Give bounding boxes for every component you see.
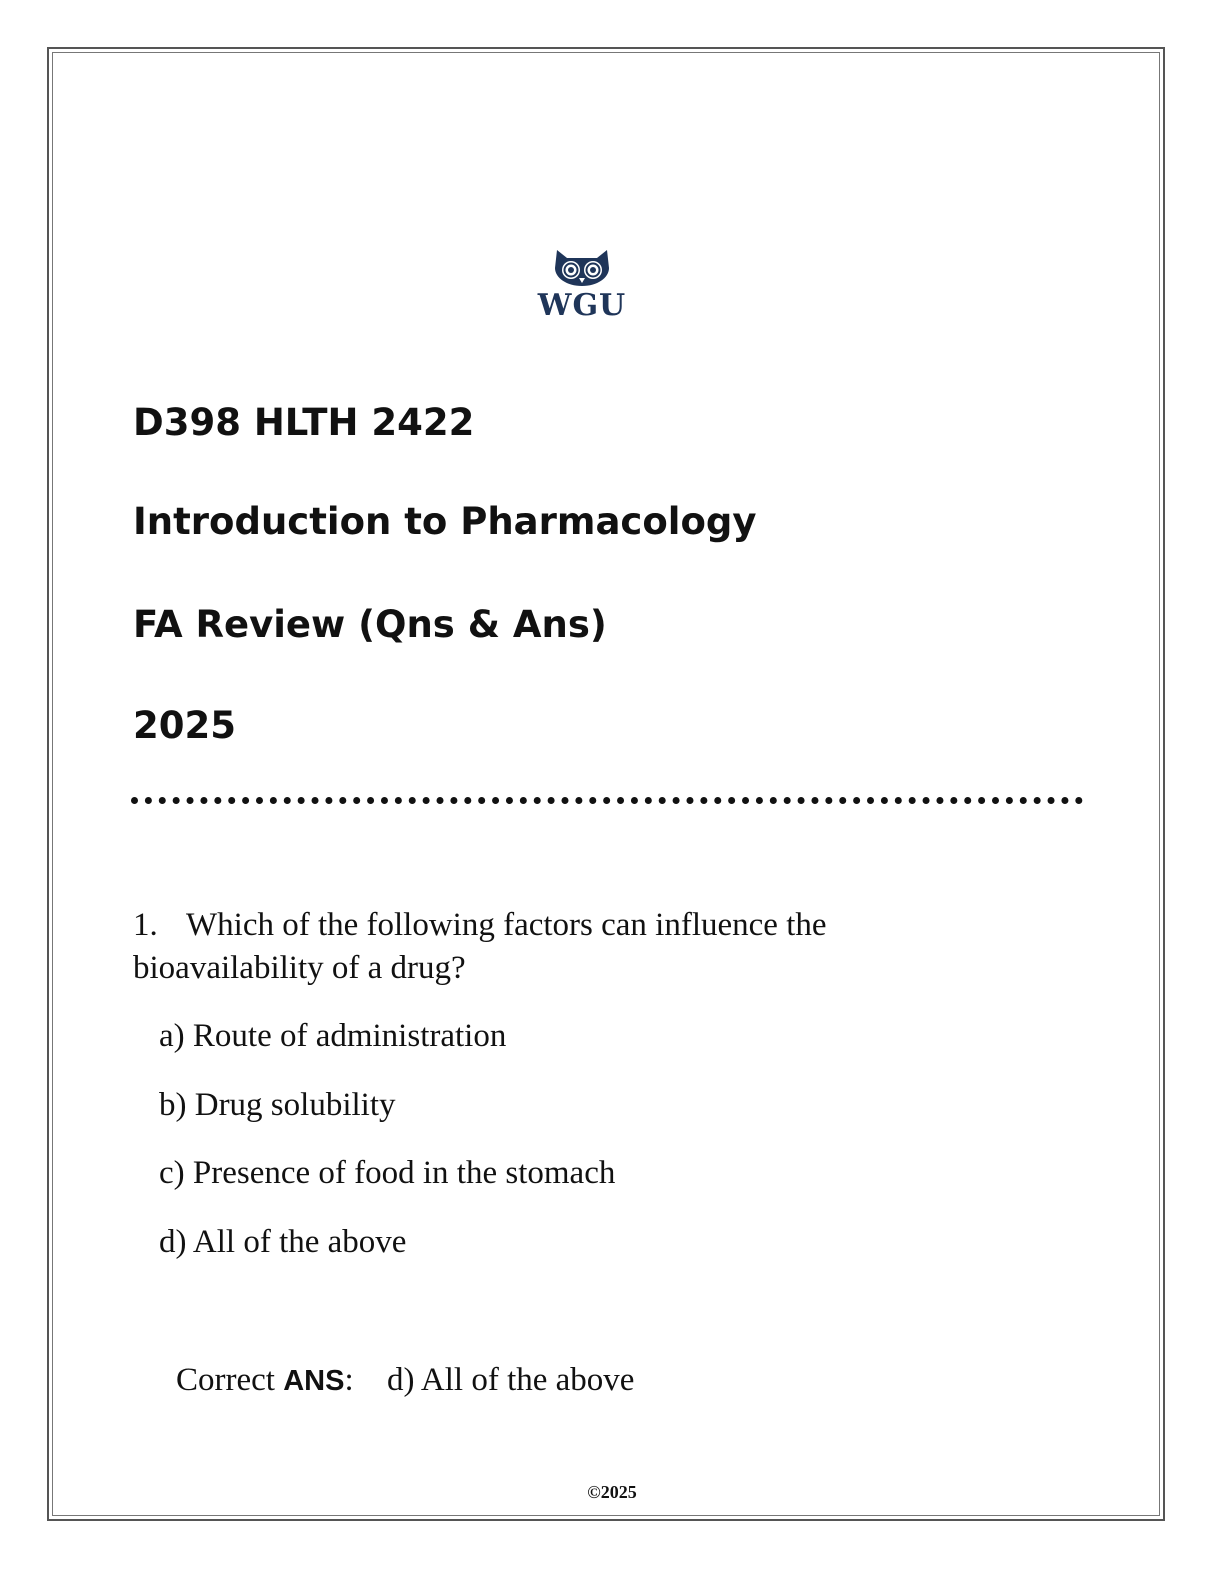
course-code: D398 HLTH 2422 (133, 401, 475, 444)
course-title: Introduction to Pharmacology (133, 500, 757, 543)
question-number: 1. (133, 907, 158, 943)
option-d: d) All of the above (159, 1224, 407, 1260)
option-b: b) Drug solubility (159, 1087, 396, 1123)
answer-label: ANS (283, 1365, 345, 1397)
option-c: c) Presence of food in the stomach (159, 1155, 616, 1191)
option-a: a) Route of administration (159, 1018, 507, 1054)
answer-value: d) All of the above (387, 1362, 635, 1398)
question-text-line2: bioavailability of a drug? (133, 950, 466, 986)
question-text-line1: Which of the following factors can influence the (186, 907, 827, 943)
document-year: 2025 (133, 704, 236, 747)
correct-answer (176, 1358, 354, 1403)
owl-icon (527, 244, 637, 288)
dotted-divider (131, 797, 1083, 804)
answer-colon: : (344, 1362, 354, 1398)
copyright-footer: ©2025 (587, 1482, 637, 1502)
review-title: FA Review (Qns & Ans) (133, 603, 607, 646)
answer-prefix: Correct (176, 1362, 284, 1398)
wgu-logo (527, 244, 637, 340)
logo-wordmark: WGU (537, 288, 627, 323)
